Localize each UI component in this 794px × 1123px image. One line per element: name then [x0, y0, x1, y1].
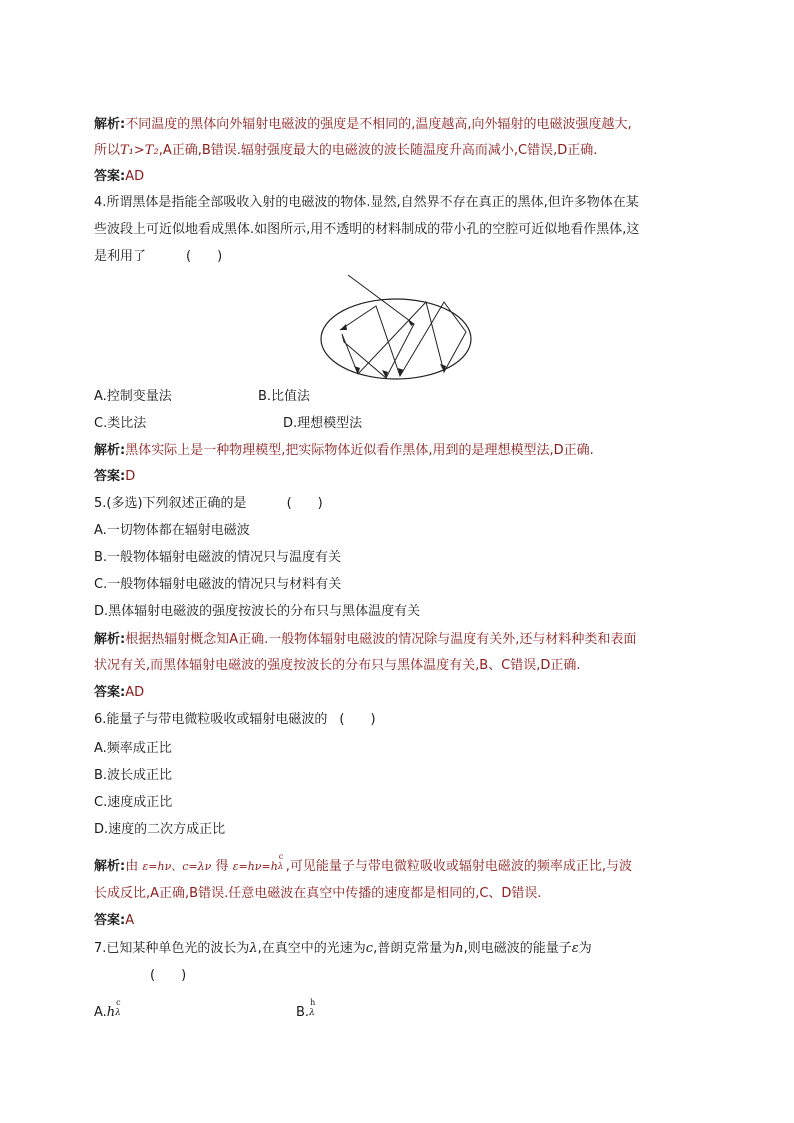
text: 所以 [94, 143, 121, 158]
explanation-label: 解析: [94, 117, 126, 132]
explanation-6-line-2: 长成反比,A正确,B错误.任意电磁波在真空中传播的速度都是相同的,C、D错误. [94, 886, 542, 901]
numerator: c [278, 852, 284, 861]
question-4-line-1: 4.所谓黑体是指能全部吸收入射的电磁波的物体.显然,自然界不存在真正的黑体,但许多物体在某 [94, 195, 639, 210]
explanation-text: 不同温度的黑体向外辐射电磁波的强度是不相同的,温度越高,向外辐射的电磁波强度越大, [125, 117, 632, 132]
q7-option-b [296, 998, 317, 1022]
answer-label: 答案: [94, 169, 126, 184]
numerator: c [116, 998, 121, 1007]
answer-value: AD [125, 685, 145, 700]
denominator: λ [115, 1008, 121, 1018]
explanation-4 [94, 442, 594, 460]
q5-option-b: B.一般物体辐射电磁波的情况只与温度有关 [94, 550, 342, 565]
answer-value: D [125, 469, 136, 484]
question-4-line-3 [94, 248, 222, 266]
explanation-label: 解析: [94, 632, 126, 647]
symbol-h: h [455, 941, 464, 956]
text: ,在真空中的光速为 [257, 941, 366, 956]
explanation-5-line-2: 状况有关,而黑体辐射电磁波的强度按波长的分布只与黑体温度有关,B、C错误,D正确. [94, 658, 581, 673]
answer-label: 答案: [94, 685, 126, 700]
symbol-h: h [106, 1005, 116, 1020]
explanation-6-line-1 [94, 852, 633, 876]
answer-3 [94, 168, 144, 186]
formula: ε=hν=h [232, 860, 278, 873]
explanation-text: 黑体实际上是一种物理模型,把实际物体近似看作黑体,用到的是理想模型法,D正确. [125, 443, 594, 458]
text: ,则电磁波的能量子 [463, 941, 572, 956]
explanation-5-line-1 [94, 631, 636, 649]
question-7-line-1 [94, 940, 592, 958]
numerator: h [310, 998, 316, 1007]
question-6 [94, 711, 376, 729]
q4-option-b: B.比值法 [258, 389, 311, 404]
q5-option-c: C.一般物体辐射电磁波的情况只与材料有关 [94, 577, 342, 592]
text: ,普朗克常量为 [373, 941, 456, 956]
q6-option-c: C.速度成正比 [94, 795, 173, 810]
q4-option-a: A.控制变量法 [94, 389, 172, 404]
q5-option-a: A.一切物体都在辐射电磁波 [94, 523, 250, 538]
text: ,可见能量子与带电微粒吸收或辐射电磁波的频率成正比,与波 [285, 859, 633, 874]
symbol-c: c [365, 941, 374, 956]
denominator: λ [277, 862, 284, 872]
answer-blank: ( ) [339, 712, 376, 727]
text: 是利用了 [94, 249, 147, 264]
q6-option-a: A.频率成正比 [94, 741, 172, 756]
answer-6 [94, 912, 134, 930]
q5-option-d: D.黑体辐射电磁波的强度按波长的分布只与黑体温度有关 [94, 604, 421, 619]
text: 为 [578, 941, 592, 956]
answer-5 [94, 684, 144, 702]
question-4-line-2: 些波段上可近似地看成黑体.如图所示,用不透明的材料制成的带小孔的空腔可近似地看作黑体,这 [94, 222, 640, 237]
fraction-c-over-lambda [277, 852, 286, 872]
explanation-3-line-2 [94, 142, 597, 160]
text: 由 [125, 859, 139, 874]
q7-answer-blank: ( ) [150, 968, 187, 983]
explanation-3-line-1 [94, 116, 632, 134]
explanation-label: 解析: [94, 443, 126, 458]
option-label: B. [296, 1005, 310, 1020]
blackbody-cavity-diagram [316, 272, 480, 384]
text: 7.已知某种单色光的波长为 [94, 941, 250, 956]
fraction-h-over-lambda [309, 998, 317, 1018]
q6-option-d: D.速度的二次方成正比 [94, 822, 226, 837]
denominator: λ [309, 1008, 315, 1018]
answer-label: 答案: [94, 913, 126, 928]
q4-option-d: D.理想模型法 [283, 416, 363, 431]
answer-value: A [125, 913, 135, 928]
explanation-text: 根据热辐射概念知A正确.一般物体辐射电磁波的情况除与温度有关外,还与材料种类和表面 [125, 632, 637, 647]
text: 6.能量子与带电微粒吸收或辐射电磁波的 [94, 712, 328, 727]
text: 5.(多选)下列叙述正确的是 [94, 496, 247, 511]
q4-option-c: C.类比法 [94, 416, 147, 431]
formula: ε=hν、c=λν [142, 860, 212, 873]
answer-blank: ( ) [186, 249, 223, 264]
answer-blank: ( ) [286, 496, 323, 511]
fraction-c-over-lambda [115, 998, 123, 1018]
q7-option-a [94, 998, 123, 1022]
symbol-lambda: λ [249, 941, 258, 956]
answer-label: 答案: [94, 469, 126, 484]
symbol-epsilon: ε [571, 941, 579, 956]
question-5 [94, 495, 323, 513]
explanation-label: 解析: [94, 859, 126, 874]
text: ,A正确,B错误.辐射强度最大的电磁波的波长随温度升高而减小,C错误,D正确. [158, 143, 598, 158]
answer-value: AD [125, 169, 145, 184]
math-inequality: T₁>T₂ [120, 143, 159, 158]
option-label: A. [94, 1005, 107, 1020]
answer-4 [94, 468, 135, 486]
q6-option-b: B.波长成正比 [94, 768, 173, 783]
text: 得 [215, 859, 229, 874]
